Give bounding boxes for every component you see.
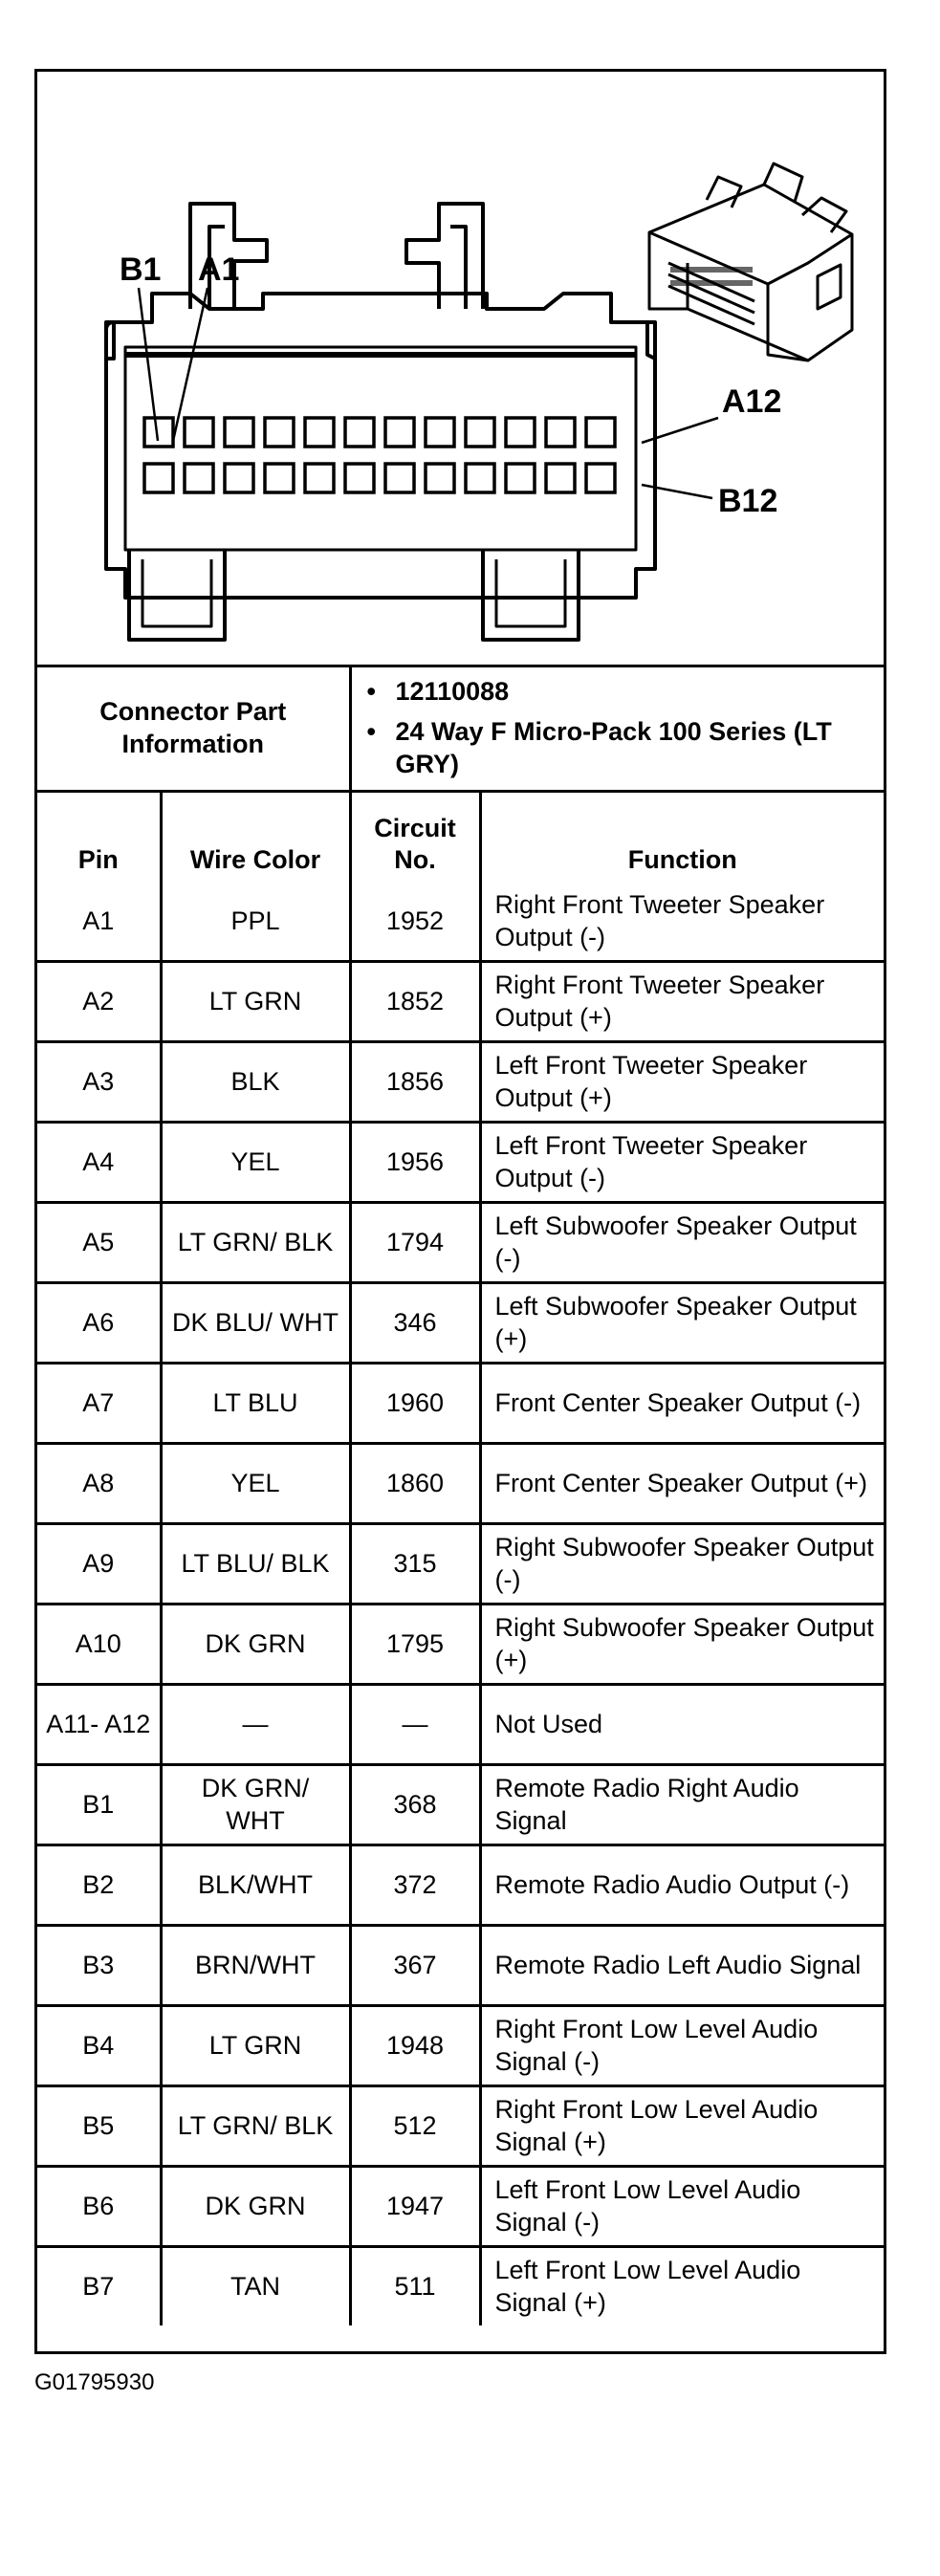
pin-cavity xyxy=(185,464,213,492)
circuit-cell: 346 xyxy=(350,1283,480,1364)
function-cell: Remote Radio Audio Output (-) xyxy=(480,1845,884,1926)
pin-cavity xyxy=(144,418,173,447)
function-cell: Right Subwoofer Speaker Output (+) xyxy=(480,1605,884,1685)
pin-cell: A10 xyxy=(37,1605,161,1685)
connector-info-header: Connector Part Information xyxy=(37,667,350,792)
table-row xyxy=(37,1123,884,1203)
pin-cavity xyxy=(185,418,213,447)
pin-cavity xyxy=(466,464,494,492)
wire-color-cell: PPL xyxy=(161,883,350,962)
function-cell: Remote Radio Left Audio Signal xyxy=(480,1926,884,2006)
connector-face-drawing xyxy=(37,72,884,665)
circuit-cell: 315 xyxy=(350,1524,480,1605)
pin-cavity xyxy=(345,418,374,447)
wire-color-cell: LT GRN/ BLK xyxy=(161,1203,350,1283)
table-row xyxy=(37,1605,884,1685)
pin-cavity xyxy=(225,418,253,447)
circuit-cell: 367 xyxy=(350,1926,480,2006)
figure-id: G01795930 xyxy=(34,2369,155,2395)
pin-cavity xyxy=(546,464,575,492)
connector-info-row xyxy=(37,667,884,792)
pin-cavity xyxy=(305,418,334,447)
table-row xyxy=(37,1685,884,1765)
connector-figure xyxy=(34,69,886,2354)
pin-cavity xyxy=(546,418,575,447)
function-cell: Left Front Low Level Audio Signal (+) xyxy=(480,2247,884,2326)
function-cell: Right Front Low Level Audio Signal (-) xyxy=(480,2006,884,2086)
circuit-cell: 1852 xyxy=(350,962,480,1042)
wire-color-cell: BRN/WHT xyxy=(161,1926,350,2006)
function-cell: Left Front Tweeter Speaker Output (-) xyxy=(480,1123,884,1203)
function-cell: Right Front Low Level Audio Signal (+) xyxy=(480,2086,884,2167)
table-row xyxy=(37,1926,884,2006)
wire-color-cell: LT GRN xyxy=(161,2006,350,2086)
table-row xyxy=(37,1042,884,1123)
wire-color-cell: BLK xyxy=(161,1042,350,1123)
function-cell: Right Subwoofer Speaker Output (-) xyxy=(480,1524,884,1605)
function-cell: Left Subwoofer Speaker Output (-) xyxy=(480,1203,884,1283)
pin-cavity xyxy=(144,464,173,492)
pin-cell: A3 xyxy=(37,1042,161,1123)
pin-cell: B1 xyxy=(37,1765,161,1845)
table-row xyxy=(37,883,884,962)
table-row xyxy=(37,1203,884,1283)
circuit-cell: 511 xyxy=(350,2247,480,2326)
wire-color-cell: LT BLU/ BLK xyxy=(161,1524,350,1605)
function-cell: Remote Radio Right Audio Signal xyxy=(480,1765,884,1845)
label-a12: A12 xyxy=(722,383,782,420)
connector-info-values xyxy=(350,667,884,792)
circuit-cell: — xyxy=(350,1685,480,1765)
pin-cell: A1 xyxy=(37,883,161,962)
pin-cavity xyxy=(265,464,294,492)
col-header-function: Function xyxy=(480,792,884,884)
pin-cavity xyxy=(385,464,414,492)
circuit-cell: 1795 xyxy=(350,1605,480,1685)
pin-cell: A9 xyxy=(37,1524,161,1605)
table-row xyxy=(37,1283,884,1364)
pin-cavity xyxy=(466,418,494,447)
circuit-cell: 1948 xyxy=(350,2006,480,2086)
pin-cell: B2 xyxy=(37,1845,161,1926)
circuit-cell: 1956 xyxy=(350,1123,480,1203)
label-b1: B1 xyxy=(120,251,162,288)
table-row xyxy=(37,1845,884,1926)
table-row xyxy=(37,1364,884,1444)
wire-color-cell: DK GRN/ WHT xyxy=(161,1765,350,1845)
col-header-circuit: Circuit No. xyxy=(350,792,480,884)
pin-cavity xyxy=(345,464,374,492)
circuit-cell: 372 xyxy=(350,1845,480,1926)
pin-cavity xyxy=(265,418,294,447)
table-row xyxy=(37,2086,884,2167)
circuit-cell: 512 xyxy=(350,2086,480,2167)
connector-pinout-table xyxy=(37,667,884,2325)
pin-cavity xyxy=(586,418,615,447)
circuit-cell: 1794 xyxy=(350,1203,480,1283)
table-row xyxy=(37,2247,884,2326)
pin-cell: A6 xyxy=(37,1283,161,1364)
wire-color-cell: LT GRN/ BLK xyxy=(161,2086,350,2167)
wire-color-cell: YEL xyxy=(161,1123,350,1203)
function-cell: Left Front Tweeter Speaker Output (+) xyxy=(480,1042,884,1123)
wire-color-cell: TAN xyxy=(161,2247,350,2326)
pin-cavity xyxy=(586,464,615,492)
pin-cell: B6 xyxy=(37,2167,161,2247)
circuit-cell: 1947 xyxy=(350,2167,480,2247)
table-row xyxy=(37,1765,884,1845)
pin-cell: A2 xyxy=(37,962,161,1042)
pin-cell: B4 xyxy=(37,2006,161,2086)
function-cell: Left Subwoofer Speaker Output (+) xyxy=(480,1283,884,1364)
pin-cell: B5 xyxy=(37,2086,161,2167)
function-cell: Right Front Tweeter Speaker Output (+) xyxy=(480,962,884,1042)
wire-color-cell: DK BLU/ WHT xyxy=(161,1283,350,1364)
wire-color-cell: LT BLU xyxy=(161,1364,350,1444)
label-a1: A1 xyxy=(198,251,240,288)
circuit-cell: 1860 xyxy=(350,1444,480,1524)
pin-cell: A4 xyxy=(37,1123,161,1203)
circuit-cell: 1856 xyxy=(350,1042,480,1123)
pin-cavity xyxy=(506,418,535,447)
pin-cavity xyxy=(426,418,454,447)
function-cell: Left Front Low Level Audio Signal (-) xyxy=(480,2167,884,2247)
label-b12: B12 xyxy=(718,483,778,519)
pin-cell: A11- A12 xyxy=(37,1685,161,1765)
circuit-cell: 1952 xyxy=(350,883,480,962)
wire-color-cell: LT GRN xyxy=(161,962,350,1042)
pin-cell: A7 xyxy=(37,1364,161,1444)
pin-cell: B7 xyxy=(37,2247,161,2326)
table-header-row xyxy=(37,792,884,884)
function-cell: Front Center Speaker Output (-) xyxy=(480,1364,884,1444)
function-cell: Right Front Tweeter Speaker Output (-) xyxy=(480,883,884,962)
wire-color-cell: BLK/WHT xyxy=(161,1845,350,1926)
table-row xyxy=(37,2167,884,2247)
col-header-pin: Pin xyxy=(37,792,161,884)
pin-cavity xyxy=(506,464,535,492)
wire-color-cell: — xyxy=(161,1685,350,1765)
circuit-cell: 1960 xyxy=(350,1364,480,1444)
table-row xyxy=(37,1524,884,1605)
connector-description: • 24 Way F Micro-Pack 100 Series (LT GRY) xyxy=(366,717,832,778)
connector-diagram xyxy=(37,72,884,667)
pin-cell: A5 xyxy=(37,1203,161,1283)
pin-cavity xyxy=(385,418,414,447)
pin-cell: A8 xyxy=(37,1444,161,1524)
wire-color-cell: DK GRN xyxy=(161,1605,350,1685)
pin-cavity xyxy=(305,464,334,492)
table-row xyxy=(37,1444,884,1524)
pin-cell: B3 xyxy=(37,1926,161,2006)
wire-color-cell: DK GRN xyxy=(161,2167,350,2247)
table-row xyxy=(37,2006,884,2086)
pin-cavity xyxy=(225,464,253,492)
col-header-wire-color: Wire Color xyxy=(161,792,350,884)
function-cell: Not Used xyxy=(480,1685,884,1765)
part-number: • 12110088 xyxy=(366,677,510,707)
circuit-cell: 368 xyxy=(350,1765,480,1845)
function-cell: Front Center Speaker Output (+) xyxy=(480,1444,884,1524)
pin-cavity xyxy=(426,464,454,492)
table-row xyxy=(37,962,884,1042)
wire-color-cell: YEL xyxy=(161,1444,350,1524)
